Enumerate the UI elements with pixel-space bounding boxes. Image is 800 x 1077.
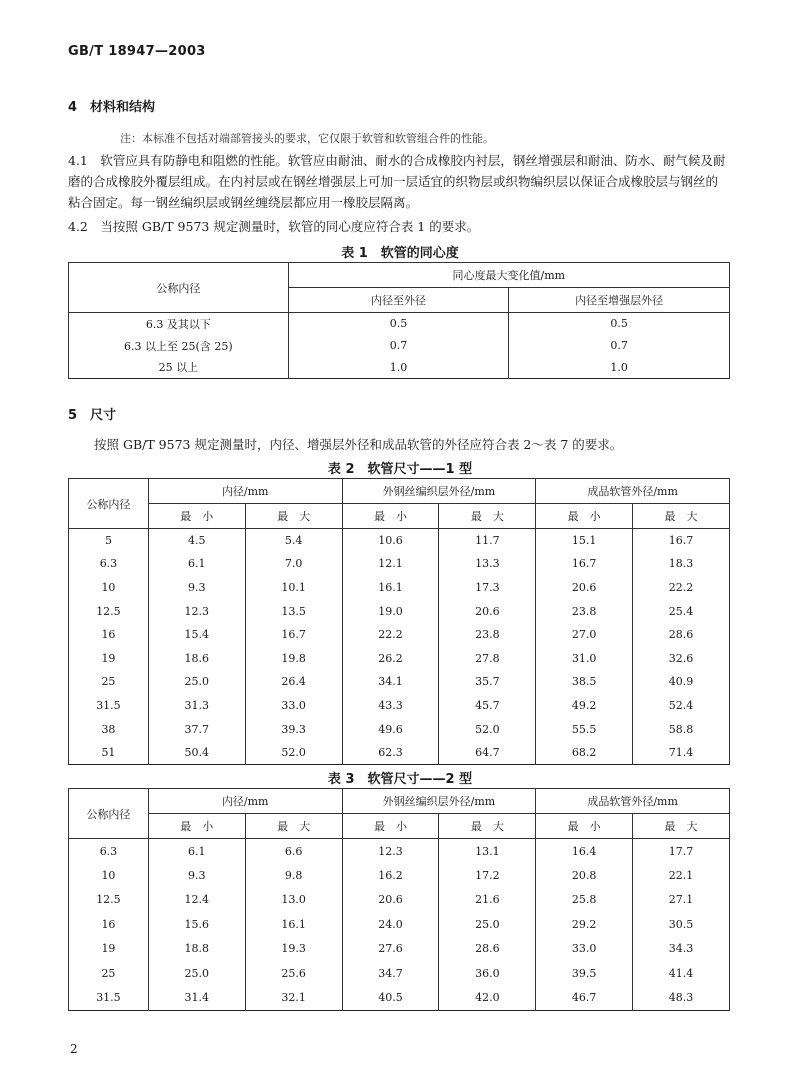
table-cell: 19 [69,646,149,670]
table-cell: 34.7 [342,961,439,986]
section-5-title: 尺寸 [90,408,117,423]
table-row [69,937,730,962]
table-3 [68,788,730,1011]
table-cell: 12.4 [148,888,245,913]
table-cell: 10.1 [245,576,342,600]
table-cell: 49.6 [342,717,439,741]
table-cell: 6.3 [69,839,149,864]
table-cell: 11.7 [439,529,536,553]
table-cell: 5.4 [245,529,342,553]
section-4-heading [68,96,155,115]
section-4-title: 材料和结构 [90,100,156,115]
table-cell: 71.4 [633,741,730,765]
t2-header-min: 最 小 [536,504,633,529]
table-cell: 23.8 [536,599,633,623]
table-cell: 7.0 [245,552,342,576]
table-cell: 0.5 [288,313,509,335]
table-cell: 12.1 [342,552,439,576]
table-cell: 0.7 [288,335,509,357]
table-cell: 16.7 [245,623,342,647]
table-cell: 38.5 [536,670,633,694]
table-cell: 46.7 [536,986,633,1011]
table-cell: 16.1 [245,912,342,937]
table-cell: 10 [69,576,149,600]
table-cell: 34.1 [342,670,439,694]
table-cell: 12.5 [69,888,149,913]
table-row [69,599,730,623]
table-cell: 5 [69,529,149,553]
table-cell: 9.8 [245,863,342,888]
table-cell: 64.7 [439,741,536,765]
table-cell: 55.5 [536,717,633,741]
table-cell: 1.0 [288,357,509,379]
table-1-caption: 表 1 软管的同心度 [341,246,459,261]
table-cell: 31.5 [69,694,149,718]
t2-header-max: 最 大 [633,504,730,529]
t2-header-min: 最 小 [342,504,439,529]
table-cell: 22.2 [633,576,730,600]
table-cell: 6.6 [245,839,342,864]
t3-header-max: 最 大 [633,814,730,839]
table-cell: 26.4 [245,670,342,694]
table-cell: 17.7 [633,839,730,864]
table-cell: 16 [69,912,149,937]
section-5-heading [68,404,116,423]
table-cell: 19 [69,937,149,962]
table-cell: 52.0 [245,741,342,765]
table-cell: 1.0 [509,357,730,379]
table-cell: 25 以上 [69,357,289,379]
table-cell: 27.0 [536,623,633,647]
table-cell: 39.3 [245,717,342,741]
table-cell: 25.0 [439,912,536,937]
t3-header-min: 最 小 [536,814,633,839]
table-cell: 28.6 [439,937,536,962]
table-cell: 41.4 [633,961,730,986]
table-cell: 27.1 [633,888,730,913]
t1-header-nominal: 公称内径 [69,263,289,313]
table-cell: 43.3 [342,694,439,718]
table-cell: 29.2 [536,912,633,937]
table-cell: 32.1 [245,986,342,1011]
table-cell: 0.5 [509,313,730,335]
table-cell: 45.7 [439,694,536,718]
t3-header-reinf: 外钢丝编织层外径/mm [342,789,536,814]
table-cell: 12.3 [342,839,439,864]
table-cell: 33.0 [536,937,633,962]
table-row [69,670,730,694]
table-cell: 31.3 [148,694,245,718]
table-1 [68,262,730,379]
table-cell: 32.6 [633,646,730,670]
table-cell: 27.6 [342,937,439,962]
t3-header-max: 最 大 [245,814,342,839]
t3-header-nominal: 公称内径 [69,789,149,839]
table-cell: 16 [69,623,149,647]
t1-header-inner-outer: 内径至外径 [288,288,509,313]
table-cell: 9.3 [148,576,245,600]
table-cell: 25 [69,961,149,986]
table-cell: 27.8 [439,646,536,670]
table-cell: 22.1 [633,863,730,888]
table-cell: 19.0 [342,599,439,623]
table-cell: 20.6 [439,599,536,623]
clause-5-text: 按照 GB/T 9573 规定测量时，内径、增强层外径和成品软管的外径应符合表 2～表 7 的要求。 [94,437,623,452]
table-cell: 51 [69,741,149,765]
table-row [69,986,730,1011]
table-cell: 6.1 [148,552,245,576]
table-cell: 20.6 [536,576,633,600]
table-cell: 6.3 [69,552,149,576]
table-cell: 12.3 [148,599,245,623]
table-cell: 6.3 及其以下 [69,313,289,335]
table-cell: 39.5 [536,961,633,986]
table-cell: 25.4 [633,599,730,623]
table-cell: 31.0 [536,646,633,670]
table-cell: 9.3 [148,863,245,888]
t1-header-group: 同心度最大变化值/mm [288,263,729,288]
table-cell: 52.0 [439,717,536,741]
table-row [69,623,730,647]
t3-header-min: 最 小 [342,814,439,839]
table-row [69,839,730,864]
table-cell: 21.6 [439,888,536,913]
t1-header-inner-reinf: 内径至增强层外径 [509,288,730,313]
t2-header-nominal: 公称内径 [69,479,149,529]
t3-header-max: 最 大 [439,814,536,839]
table-cell: 42.0 [439,986,536,1011]
table-cell: 48.3 [633,986,730,1011]
table-cell: 6.1 [148,839,245,864]
table-cell: 16.2 [342,863,439,888]
table-cell: 24.0 [342,912,439,937]
table-row [69,694,730,718]
t2-header-reinf: 外钢丝编织层外径/mm [342,479,536,504]
table-3-caption: 表 3 软管尺寸——2 型 [327,772,473,787]
t2-header-max: 最 大 [439,504,536,529]
table-cell: 17.3 [439,576,536,600]
table-cell: 13.3 [439,552,536,576]
table-cell: 58.8 [633,717,730,741]
table-row [69,646,730,670]
table-cell: 36.0 [439,961,536,986]
table-row [69,717,730,741]
table-cell: 25.6 [245,961,342,986]
table-cell: 15.4 [148,623,245,647]
t2-header-max: 最 大 [245,504,342,529]
table-cell: 35.7 [439,670,536,694]
t3-header-min: 最 小 [148,814,245,839]
standard-code: GB/T 18947—2003 [68,44,206,59]
table-cell: 25.8 [536,888,633,913]
table-cell: 16.1 [342,576,439,600]
table-row [69,961,730,986]
table-cell: 52.4 [633,694,730,718]
table-cell: 18.8 [148,937,245,962]
section-4-number: 4 [68,100,78,115]
table-2 [68,478,730,765]
table-cell: 31.5 [69,986,149,1011]
table-row [69,912,730,937]
t2-header-inner: 内径/mm [148,479,342,504]
table-cell: 18.3 [633,552,730,576]
table-cell: 62.3 [342,741,439,765]
table-cell: 13.1 [439,839,536,864]
table-row [69,529,730,553]
t2-header-outer: 成品软管外径/mm [536,479,730,504]
table-cell: 23.8 [439,623,536,647]
table-cell: 10.6 [342,529,439,553]
table-cell: 34.3 [633,937,730,962]
table-cell: 15.6 [148,912,245,937]
table-row [69,888,730,913]
table-cell: 25 [69,670,149,694]
table-cell: 25.0 [148,961,245,986]
t3-header-inner: 内径/mm [148,789,342,814]
clause-4-2: 4.2 当按照 GB/T 9573 规定测量时，软管的同心度应符合表 1 的要求。 [68,219,480,234]
table-cell: 50.4 [148,741,245,765]
table-cell: 40.9 [633,670,730,694]
table-cell: 37.7 [148,717,245,741]
table-row [69,313,730,335]
table-cell: 4.5 [148,529,245,553]
table-cell: 15.1 [536,529,633,553]
table-cell: 68.2 [536,741,633,765]
table-cell: 18.6 [148,646,245,670]
table-cell: 6.3 以上至 25(含 25) [69,335,289,357]
table-cell: 16.7 [633,529,730,553]
table-row [69,357,730,379]
table-cell: 28.6 [633,623,730,647]
table-cell: 17.2 [439,863,536,888]
table-cell: 16.4 [536,839,633,864]
section-5-number: 5 [68,408,78,423]
table-cell: 30.5 [633,912,730,937]
table-cell: 19.3 [245,937,342,962]
t2-header-min: 最 小 [148,504,245,529]
table-cell: 31.4 [148,986,245,1011]
table-row [69,576,730,600]
table-cell: 40.5 [342,986,439,1011]
section-4-note: 注：本标准不包括对端部管接头的要求，它仅限于软管和软管组合件的性能。 [120,132,494,145]
table-row [69,335,730,357]
table-cell: 10 [69,863,149,888]
table-cell: 12.5 [69,599,149,623]
table-row [69,552,730,576]
table-cell: 26.2 [342,646,439,670]
table-cell: 25.0 [148,670,245,694]
table-cell: 49.2 [536,694,633,718]
table-cell: 20.6 [342,888,439,913]
table-cell: 16.7 [536,552,633,576]
table-cell: 33.0 [245,694,342,718]
t3-header-outer: 成品软管外径/mm [536,789,730,814]
table-cell: 13.5 [245,599,342,623]
page-number: 2 [70,1042,78,1056]
table-row [69,741,730,765]
table-cell: 38 [69,717,149,741]
table-2-caption: 表 2 软管尺寸——1 型 [327,462,473,477]
table-cell: 13.0 [245,888,342,913]
table-cell: 0.7 [509,335,730,357]
table-cell: 22.2 [342,623,439,647]
table-cell: 19.8 [245,646,342,670]
table-cell: 20.8 [536,863,633,888]
table-row [69,863,730,888]
clause-4-1: 4.1 软管应具有防静电和阻燃的性能。软管应由耐油、耐水的合成橡胶内衬层，钢丝增强层和耐油、防水、耐气候及耐磨的合成橡胶外覆层组成。在内衬层或在钢丝增强层上可加一层适宜的织物层或织物编织层以保证合成橡胶层与钢丝的粘合固定。每一钢丝编织层或钢丝缠绕层都应用一橡胶层隔离。 [68,153,726,210]
